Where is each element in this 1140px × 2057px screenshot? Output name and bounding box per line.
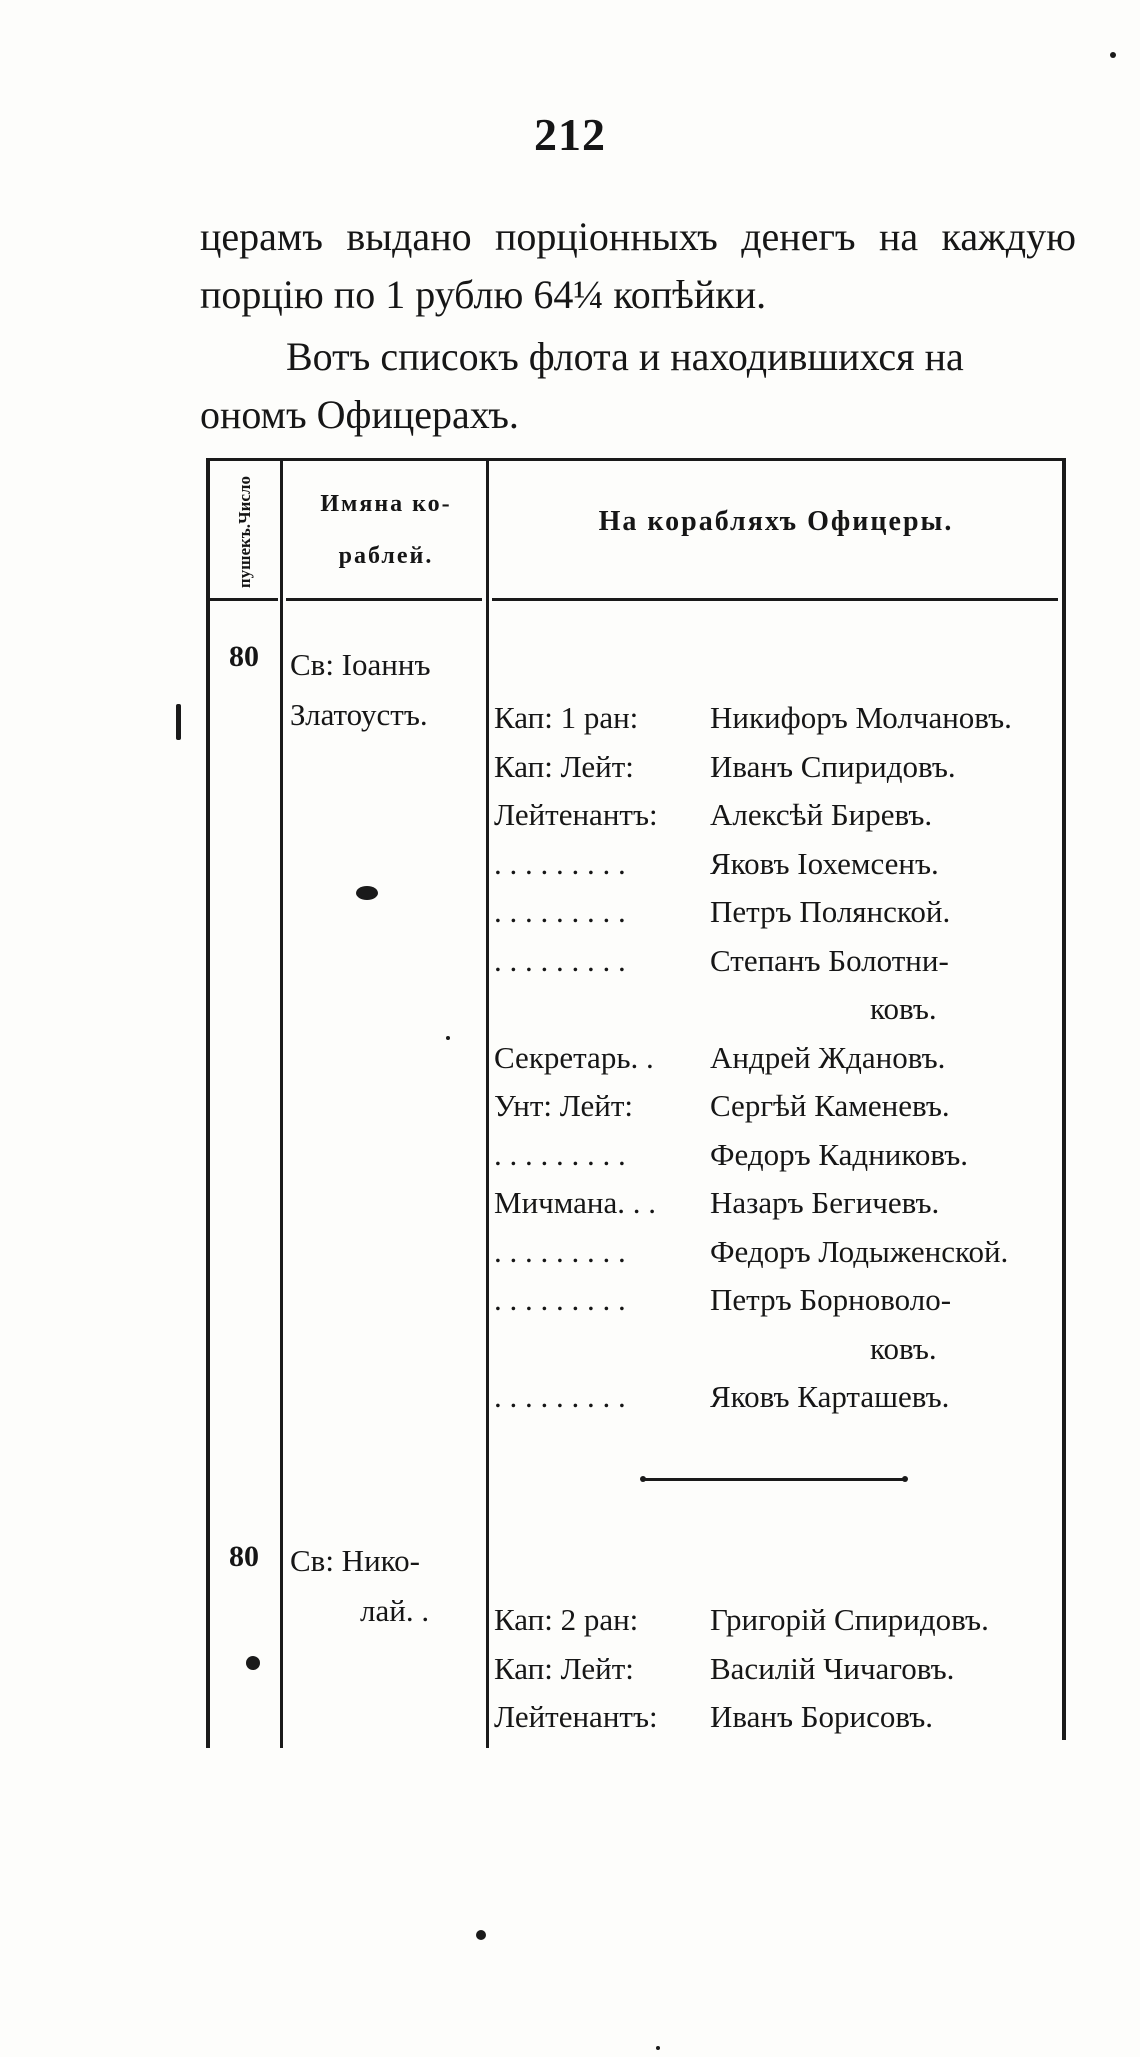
officer-row — [494, 743, 1062, 792]
officer-rank: . . . . . . . . . — [494, 1282, 626, 1318]
ink-speck — [1110, 52, 1116, 58]
officer-name: Степанъ Болотни- — [710, 942, 949, 978]
ship-2-name-line-1: Св: Нико- — [290, 1543, 420, 1578]
officer-name: Яковъ Іохемсенъ. — [710, 845, 939, 881]
officer-name: Сергѣй Каменевъ. — [710, 1088, 950, 1124]
table-border-left — [206, 458, 210, 1748]
officer-rank: Кап: Лейт: — [494, 1650, 634, 1686]
ship-1-officers — [494, 694, 1062, 1422]
page-number: 212 — [534, 109, 606, 160]
paragraph-2: Вотъ списокъ флота и находившихся на ономъ Офицерахъ. — [200, 334, 964, 437]
officer-rank: . . . . . . . . . — [494, 1136, 626, 1172]
officer-name: Иванъ Спиридовъ. — [710, 748, 956, 784]
officer-name: Назаръ Бегичевъ. — [710, 1185, 940, 1221]
officer-rank: Унт: Лейт: — [494, 1088, 634, 1124]
officer-row-continuation — [494, 985, 1062, 1034]
officer-rank: Кап: Лейт: — [494, 748, 634, 784]
officer-row — [494, 1179, 1062, 1228]
officer-name: Алексѣй Биревъ. — [710, 797, 933, 833]
header-ships — [286, 478, 486, 582]
officer-rank: . . . . . . . . . — [494, 942, 626, 978]
column-divider-1 — [280, 458, 283, 1748]
ink-speck — [476, 1930, 486, 1940]
officer-row — [494, 888, 1062, 937]
officer-rank: . . . . . . . . . — [494, 894, 626, 930]
officer-row — [494, 694, 1062, 743]
ship-2-officers — [494, 1596, 1062, 1742]
table-border-right — [1062, 458, 1066, 1740]
officer-rank: Кап: 2 ран: — [494, 1602, 639, 1638]
officer-name: Петръ Борноволо- — [710, 1282, 952, 1318]
ink-blot — [246, 1656, 260, 1670]
officer-name: Федоръ Лодыженской. — [710, 1233, 1009, 1269]
officer-row — [494, 1693, 1062, 1742]
header-guns — [216, 468, 274, 596]
table-border-top — [206, 458, 1066, 461]
header-guns-line-2: пушекъ. — [235, 523, 254, 588]
officer-name: ковъ. — [870, 991, 937, 1027]
ship-2-name-line-2: лай. . — [360, 1593, 430, 1628]
officer-name: Василій Чичаговъ. — [710, 1650, 955, 1686]
officer-row — [494, 1276, 1062, 1325]
officer-name: Андрей Ждановъ. — [710, 1039, 946, 1075]
officer-rank: . . . . . . . . . — [494, 845, 626, 881]
officer-rank: . . . . . . . . . — [494, 1379, 626, 1415]
officer-row — [494, 1596, 1062, 1645]
header-underline-officers — [492, 598, 1058, 601]
officer-row — [494, 1131, 1062, 1180]
ink-speck — [656, 2046, 660, 2050]
paragraph-1: церамъ выдано порціонныхъ денегъ на каждую порцію по 1 рублю 64¼ копѣйки. — [200, 214, 1076, 317]
header-underline-guns — [210, 598, 278, 601]
ship-2-guns: 80 — [229, 1540, 259, 1573]
officer-name: Федоръ Кадниковъ. — [710, 1136, 969, 1172]
ship-1-guns: 80 — [229, 640, 259, 673]
officer-row — [494, 1034, 1062, 1083]
officer-rank: Кап: 1 ран: — [494, 700, 639, 736]
officer-row — [494, 937, 1062, 986]
ship-1-name-line-1: Св: Іоаннъ — [290, 647, 431, 682]
officer-ledger-table — [206, 458, 1066, 1748]
officer-rank: . . . . . . . . . — [494, 1233, 626, 1269]
officer-row — [494, 1082, 1062, 1131]
officer-row — [494, 1645, 1062, 1694]
ship-2-name — [290, 1536, 490, 1636]
ink-speck — [446, 1036, 450, 1040]
officer-rank: Лейтенантъ: — [494, 797, 658, 833]
header-ships-line-2: раблей. — [338, 543, 434, 569]
officer-row — [494, 1228, 1062, 1277]
officer-name: Петръ Полянской. — [710, 894, 951, 930]
header-ships-line-1: Имяна ко- — [320, 491, 452, 517]
margin-mark — [176, 704, 181, 740]
ink-blot — [356, 886, 378, 900]
officer-name: Никифоръ Молчановъ. — [710, 700, 1012, 736]
ship-separator-rule — [642, 1478, 906, 1481]
officer-row-continuation — [494, 1325, 1062, 1374]
ship-1-name — [290, 640, 490, 740]
officer-row — [494, 840, 1062, 889]
officer-row — [494, 791, 1062, 840]
officer-name: Яковъ Карташевъ. — [710, 1379, 950, 1415]
header-guns-line-1: Число — [235, 475, 254, 524]
header-underline-ships — [286, 598, 482, 601]
officer-name: Григорій Спиридовъ. — [710, 1602, 989, 1638]
ship-1-name-line-2: Златоустъ. — [290, 697, 428, 732]
officer-row — [494, 1373, 1062, 1422]
officer-name: Иванъ Борисовъ. — [710, 1699, 934, 1735]
officer-rank: Мичмана. . . — [494, 1185, 657, 1221]
officer-rank: Лейтенантъ: — [494, 1699, 658, 1735]
officer-rank: Секретарь. . — [494, 1039, 654, 1075]
officer-name: ковъ. — [870, 1330, 937, 1366]
header-officers: На корабляхъ Офицеры. — [598, 506, 954, 537]
